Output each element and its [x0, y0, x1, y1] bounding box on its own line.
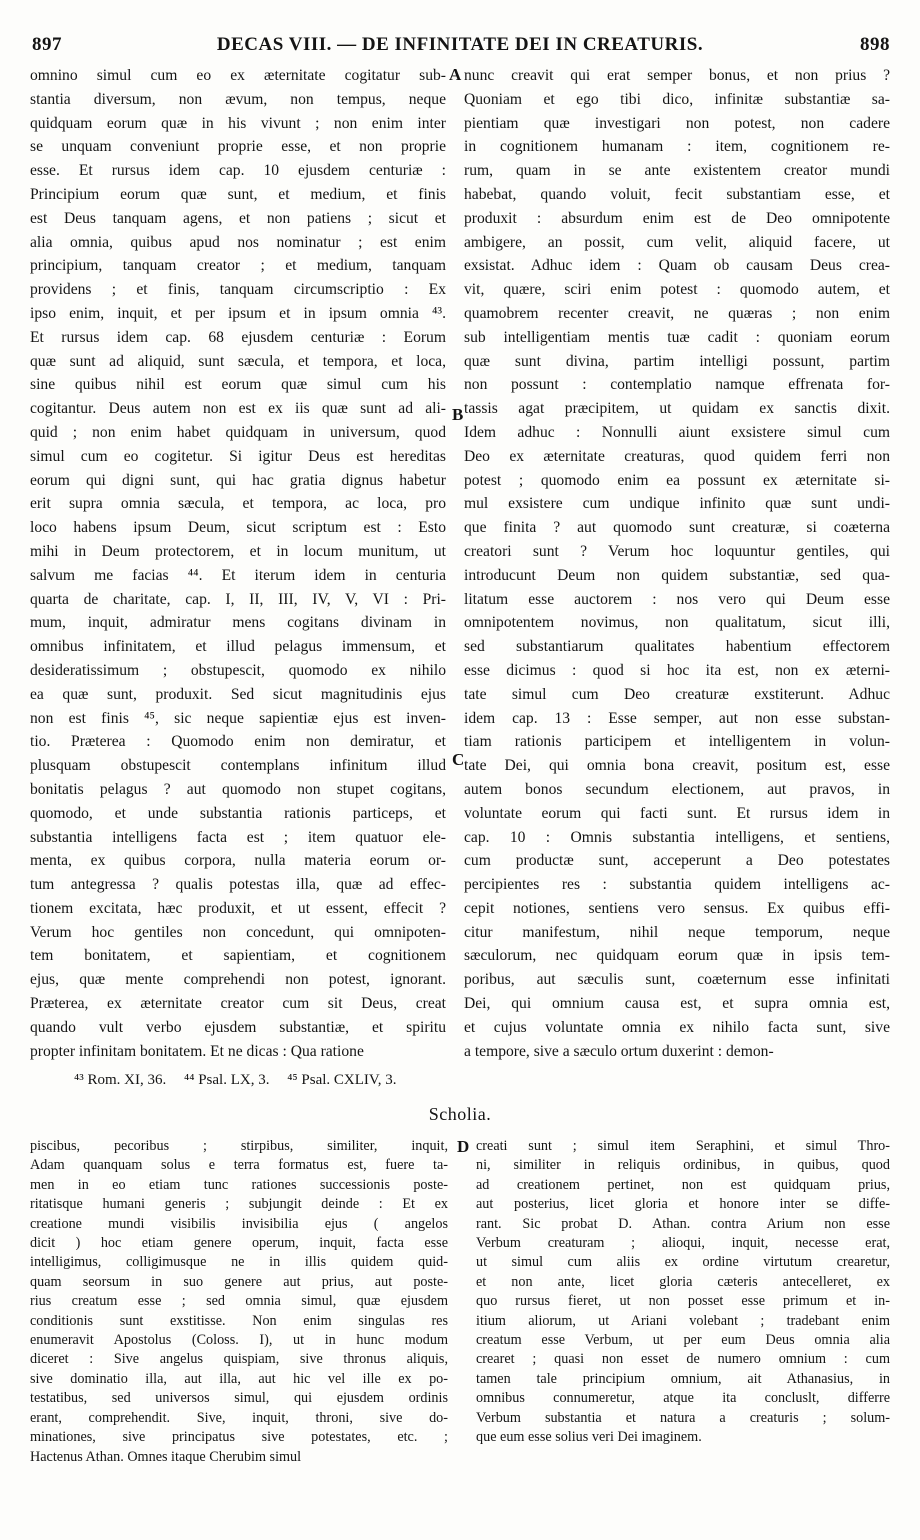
text-line: esse. Et rursus idem cap. 10 ejusdem centuriæ :: [30, 162, 446, 180]
text-line: quæ sunt divina, partim intelligi possunt, partim: [464, 352, 890, 370]
text-line: Deo ex æternitate creaturas, quod quidem ferri non: [464, 447, 890, 465]
text-line: sæculorum, nec quidquam eorum quæ in ipsis tem-: [464, 947, 890, 965]
text-line: propter infinitam bonitatem. Et ne dicas : Qua ratione: [30, 1042, 364, 1060]
text-line: et cujus voluntate omnia ex nihilo facta sunt, sive: [464, 1018, 890, 1036]
text-line: pientiam quæ investigari non potest, non cadere: [464, 114, 890, 132]
text-line: bonitatis pelagus ? aut quomodo non stupet cogitans,: [30, 780, 446, 798]
text-line: Verum hoc gentiles non concedunt, qui omnipoten-: [30, 923, 446, 941]
scholia-line: erant, comprehendit. Sive, inquit, throni, sive do-: [30, 1409, 448, 1426]
scholia-line: Verbum creaturam ; alioqui, inquit, necesse erat,: [476, 1235, 890, 1252]
text-line: sine quibus nihil est eorum quæ simul cum his: [30, 376, 446, 394]
text-line: a tempore, sive a sæculo ortum duxerint : demon-: [464, 1042, 774, 1060]
scholia-line: crearet ; quasi non esset de numero omnium : cum: [476, 1351, 890, 1368]
scholia-line: rant. Sic probat D. Athan. contra Arium non esse: [476, 1215, 890, 1232]
scholia-line: piscibus, pecoribus ; stirpibus, similiter, inquit,: [30, 1138, 448, 1154]
scholia-line: ad creationem pertinet, non est quidquam prius,: [476, 1176, 890, 1193]
text-line: autem bonos secundum electionem, aut pravos, in: [464, 780, 890, 798]
scholia-line: conditionis sunt exstitisse. Non enim singulas res: [30, 1312, 448, 1329]
scholia-line: diceret : Sive angelus quispiam, sive thronus aliquis,: [30, 1351, 448, 1368]
text-line: tate simul cum Deo creaturæ exstiterunt. Adhuc: [464, 685, 890, 703]
text-line: percipientes res : substantia quidem intelligens ac-: [464, 876, 890, 894]
scholia-line: ritatisque humani generis ; subjungit deinde : Et ex: [30, 1196, 448, 1213]
text-line: quidquam eorum quæ in his vivunt ; non enim inter: [30, 114, 446, 132]
text-line: omnibus infinitatem, et illud pelagus immensum, et: [30, 638, 446, 656]
scholia-line: creatione mundi visibilis invisibilia ejus ( angelos: [30, 1215, 448, 1232]
text-line: creatori sunt ? Verum hoc loquuntur gentiles, qui: [464, 542, 890, 560]
text-line: mul exsistere cum undique infinito quæ sunt undi-: [464, 495, 890, 513]
text-line: litatum esse auctorem : nos vero qui Deum esse: [464, 590, 890, 608]
text-line: Principium eorum quæ sunt, et medium, et finis: [30, 185, 446, 203]
text-line: se unquam conveniunt proprie esse, et non proprie: [30, 138, 446, 156]
text-line: exsistat. Adhuc idem : Quam ob causam Deus crea-: [464, 257, 890, 275]
main-text-right-column: [464, 64, 890, 1060]
text-line: cogitantur. Deus autem non est ex iis quæ sunt ad ali-: [30, 400, 446, 418]
text-line: citur manifestum, nihil neque temporum, neque: [464, 923, 890, 941]
text-line: non possunt : contemplatio namque effrenata for-: [464, 376, 890, 394]
scholia-line: men in eo etiam tunc rationes successionis poste-: [30, 1176, 448, 1193]
scholia-line: aut posterius, licet gloria et honore inter se diffe-: [476, 1196, 890, 1213]
footnote-44: ⁴⁴ Psal. LX, 3.: [183, 1072, 270, 1088]
footnotes: [74, 1072, 874, 1089]
text-line: ipso enim, inquit, et per ipsum et in ipsum omnia ⁴³.: [30, 304, 446, 322]
scholia-line: que eum esse solius veri Dei imaginem.: [476, 1429, 702, 1446]
text-line: substantia intelligens facta est ; item quatuor ele-: [30, 828, 446, 846]
text-line: ambigere, an possit, cum velit, aliquid facere, ut: [464, 233, 890, 251]
running-header: [30, 34, 890, 62]
scholia-line: Hactenus Athan. Omnes itaque Cherubim simul: [30, 1448, 302, 1465]
text-line: plusquam obstupescit contemplans infinitum illud: [30, 757, 446, 775]
text-line: sed substantiarum qualitates habentium effectorem: [464, 638, 890, 656]
text-line: tem bonitatem, et sapientiam, et cognitionem: [30, 947, 446, 965]
text-line: cum productæ sunt, acceperunt a Deo potestates: [464, 852, 890, 870]
text-line: Præterea, ex æternitate creator cum sit Deus, creat: [30, 995, 446, 1013]
scholia-line: itium aliorum, ut Ariani volebant ; tradebant enim: [476, 1312, 890, 1329]
scholia-right-column: [476, 1137, 890, 1446]
scholia-line: minationes, sive principatus sive potestates, etc. ;: [30, 1429, 448, 1446]
text-line: voluntate eorum qui facti sunt. Et rursus idem in: [464, 804, 890, 822]
text-line: in cognitionem humanam : item, cognitionem re-: [464, 138, 890, 156]
scholia-line: Adam quanquam solus e terra formatus est, fuere ta-: [30, 1157, 448, 1174]
text-line: idem cap. 13 : Esse semper, aut non esse substan-: [464, 709, 890, 727]
scholia-line: creatum esse Verbum, ut per eum Deus omnia alia: [476, 1332, 890, 1349]
text-line: Et rursus idem cap. 68 ejusdem centuriæ : Eorum: [30, 328, 446, 346]
scholia-line: et non ante, licet gloria cæteris antecelleret, ex: [476, 1273, 890, 1290]
text-line: vit, quære, sciri enim potest : quomodo autem, et: [464, 281, 890, 299]
text-line: nunc creavit qui erat semper bonus, et non prius ?: [464, 67, 890, 84]
footnote-45: ⁴⁵ Psal. CXLIV, 3.: [287, 1072, 397, 1088]
text-line: produxit : absurdum enim est de Deo omnipotente: [464, 209, 890, 227]
text-line: providens ; et finis, tanquam circumscriptio : Ex: [30, 281, 446, 299]
text-line: menta, ex quibus corpora, nulla materia eorum or-: [30, 852, 446, 870]
scholia-line: quo rursus fieret, ut non posset esse primum et in-: [476, 1293, 890, 1310]
page-number-left: 897: [32, 34, 62, 55]
text-line: introducunt Deum non quidem substantiæ, sed qua-: [464, 566, 890, 584]
text-line: Idem adhuc : Nonnulli aiunt exsistere simul cum: [464, 423, 890, 441]
main-text-left-column: [30, 64, 446, 1060]
scholia-line: creati sunt ; simul item Seraphini, et simul Thro-: [476, 1138, 890, 1154]
text-line: alia omnia, quibus apud nos nominatur ; est enim: [30, 233, 446, 251]
text-line: omnipotentem novimus, non qualitatum, sicut illi,: [464, 614, 890, 632]
text-line: stantia diversum, non ævum, non tempus, neque: [30, 90, 446, 108]
margin-letter-d: D: [457, 1137, 470, 1156]
scholia-title: Scholia.: [428, 1104, 492, 1124]
text-line: que finita ? aut quomodo sunt creaturæ, si coæterna: [464, 519, 890, 537]
scholia-line: enumeravit Apostolus (Coloss. I), ut in hunc modum: [30, 1332, 448, 1349]
text-line: loco habens ipsum Deum, sicut scriptum est : Esto: [30, 519, 446, 537]
text-line: potest ; quomodo enim ea possunt ex æternitate si-: [464, 471, 890, 489]
text-line: Dei, qui omnium causa est, et supra omnia est,: [464, 995, 890, 1013]
scholia-line: intelligimus, colligimusque ne in illis quidem quid-: [30, 1254, 448, 1271]
scholia-left-column: [30, 1137, 448, 1465]
text-line: quæ sunt ad aliquid, sunt sæcula, et tempora, et loca,: [30, 352, 446, 370]
text-line: mum, inquit, admiratur mens cogitans divinam in: [30, 614, 446, 632]
text-line: tum antegressa ? qualis potestas illa, quæ ad effec-: [30, 876, 446, 894]
text-line: cap. 10 : Omnis substantia intelligens, et sentiens,: [464, 828, 890, 846]
text-line: principium, tanquam creator ; et medium, tanquam: [30, 257, 446, 275]
footnote-43: ⁴³ Rom. XI, 36.: [74, 1072, 167, 1088]
scholia-line: tamen tale principium omnium, ait Athanasius, in: [476, 1370, 890, 1387]
scholia-line: omnibus connumeretur, atque ita concluslt, differre: [476, 1390, 890, 1407]
text-line: non est finis ⁴⁵, sic neque sapientiæ ejus est inven-: [30, 709, 446, 727]
text-line: quamobrem recenter creavit, ne quæras ; non enim: [464, 304, 890, 322]
running-title: DECAS VIII. — DE INFINITATE DEI IN CREATURIS.: [216, 34, 704, 55]
text-line: tionem excitata, hæc produxit, et ut essent, effecit ?: [30, 899, 446, 917]
scholia-line: ni, similiter in reliquis ordinibus, in quibus, quod: [476, 1157, 890, 1174]
text-line: omnino simul cum eo ex æternitate cogitatur sub-: [30, 67, 446, 84]
text-line: eorum qui digni sunt, qui hac gratia dignus habetur: [30, 471, 446, 489]
scholia-line: rius creatum esse ; sed omnia simul, quæ ejusdem: [30, 1293, 448, 1310]
text-line: desideratissimum ; obstupescit, quomodo ex nihilo: [30, 661, 446, 679]
text-line: quarta de charitate, cap. I, II, III, IV, V, VI : Pri-: [30, 590, 446, 608]
text-line: Quoniam et ego tibi dico, infinitæ substantiæ sa-: [464, 90, 890, 108]
text-line: simul cum eo cogitetur. Si igitur Deus est hereditas: [30, 447, 446, 465]
scholia-line: ut simul cum aliis ex ordine virtutum crearetur,: [476, 1254, 890, 1271]
margin-letter-a: A: [449, 65, 462, 84]
text-line: cepit notiones, sentiens vero sensus. Ex quibus effi-: [464, 899, 890, 917]
text-line: quando vult verbo ejusdem substantiæ, et spiritu: [30, 1018, 446, 1036]
text-line: esse dicimus : quod si hoc ita est, non ex æterni-: [464, 661, 890, 679]
scholia-line: testatibus, sed universos simul, qui ejusdem ordinis: [30, 1390, 448, 1407]
text-line: tassis agat præcipitem, ut quidam ex sanctis dixit.: [464, 400, 890, 418]
text-line: quomodo, et unde substantia rationis particeps, et: [30, 804, 446, 822]
text-line: sub intelligentiam mentis tuæ cadit : quoniam eorum: [464, 328, 890, 346]
text-line: habebat, quando voluit, fecit substantiam esse, et: [464, 185, 890, 203]
text-line: mihi in Deum protectorem, et in locum munitum, ut: [30, 542, 446, 560]
text-line: rum, quam in se ante existentem creator mundi: [464, 162, 890, 180]
text-line: ejus, quæ mente comprehendi non potest, ignorant.: [30, 971, 446, 989]
scholia-line: sive dominatio illa, aut illa, aut hic vel ille ex po-: [30, 1370, 448, 1387]
text-line: erit supra omnia sæcula, et tempora, ac loca, pro: [30, 495, 446, 513]
text-line: salvum me facias ⁴⁴. Et iterum idem in centuria: [30, 566, 446, 584]
margin-letter-c: C: [452, 750, 465, 769]
text-line: tio. Præterea : Quomodo enim non demiratur, et: [30, 733, 446, 751]
text-line: tate Dei, qui omnia bona creavit, positum est, esse: [464, 757, 890, 775]
text-line: tiam rationis participem et intelligentem in volun-: [464, 733, 890, 751]
margin-letter-b: B: [452, 405, 464, 424]
text-line: ea quæ sunt, produxit. Sed sicut magnitudinis ejus: [30, 685, 446, 703]
scholia-line: dicit ) hoc etiam genere operum, inquit, facta esse: [30, 1235, 448, 1252]
page-number-right: 898: [860, 34, 890, 55]
text-line: poribus, aut sæculis sunt, coæternum esse infinitati: [464, 971, 890, 989]
scholia-line: Verbum substantia et natura a creaturis ; solum-: [476, 1409, 890, 1426]
text-line: quid ; non enim habet quidquam in universum, quod: [30, 423, 446, 441]
text-line: est Deus tanquam agens, et non patiens ; sicut et: [30, 209, 446, 227]
scholia-line: quam seorsum in suo genere aut prius, aut poste-: [30, 1273, 448, 1290]
